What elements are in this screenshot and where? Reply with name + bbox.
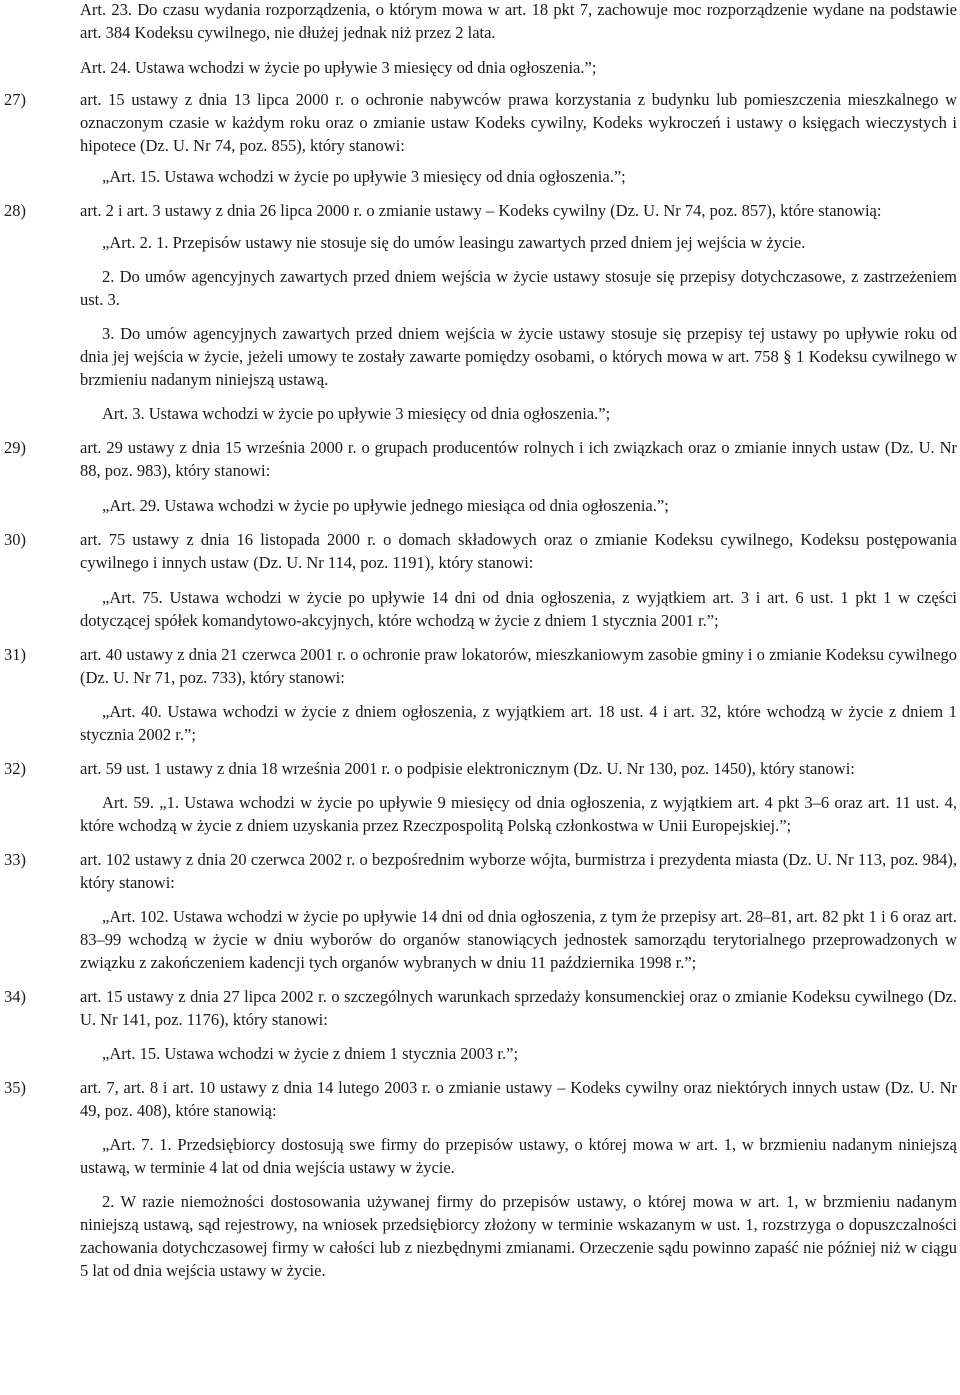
item-text: art. 59 ust. 1 ustawy z dnia 18 września 2001 r. o podpisie elektronicznym (Dz. U. Nr 130, poz. 1450), który stanowi: xyxy=(80,759,855,778)
item-number: 32) xyxy=(4,759,26,778)
quote-paragraph: „Art. 2. 1. Przepisów ustawy nie stosuje się do umów leasingu zawartych przed dniem jej wejścia w życie. xyxy=(102,233,806,252)
quote-paragraph: Art. 3. Ustawa wchodzi w życie po upływie 3 miesięcy od dnia ogłoszenia.”; xyxy=(102,404,611,423)
item-text: art. 15 ustawy z dnia 13 lipca 2000 r. o ochronie nabywców prawa korzystania z budynku lub pomieszczenia mieszkalnego w oznaczonym czasie w każdym roku oraz o zmianie ustaw Kodeks cywilny, Kodeks wykroczeń i ustawy o księgach wieczystych i hipotece (Dz. U. Nr 74, poz. 855), który stanowi: xyxy=(80,90,957,155)
item-number: 29) xyxy=(4,438,26,457)
item-text: art. 15 ustawy z dnia 27 lipca 2002 r. o szczególnych warunkach sprzedaży konsumenckiej oraz o zmianie Kodeksu cywilnego (Dz. U. Nr 141, poz. 1176), który stanowi: xyxy=(80,987,957,1029)
quote-paragraph: „Art. 40. Ustawa wchodzi w życie z dniem ogłoszenia, z wyjątkiem art. 18 ust. 4 i art. 32, które wchodzą w życie z dniem 1 stycznia 2002 r.”; xyxy=(80,702,957,744)
intro-paragraph xyxy=(80,0,957,44)
list-item xyxy=(2,88,957,188)
item-number: 34) xyxy=(4,987,26,1006)
item-number: 33) xyxy=(4,850,26,869)
list-item xyxy=(2,199,957,425)
quote-paragraph: „Art. 7. 1. Przedsiębiorcy dostosują swe firmy do przepisów ustawy, o której mowa w art. 1, w brzmieniu nadanym niniejszą ustawą, w terminie 4 lat od dnia wejścia ustawy w życie. xyxy=(80,1135,957,1177)
quote-paragraph: „Art. 15. Ustawa wchodzi w życie po upływie 3 miesięcy od dnia ogłoszenia.”; xyxy=(102,167,626,186)
list-item xyxy=(2,643,957,746)
quote-paragraph: Art. 59. „1. Ustawa wchodzi w życie po upływie 9 miesięcy od dnia ogłoszenia, z wyjątkiem art. 4 pkt 3–6 oraz art. 11 ust. 4, które wchodzą w życie z dniem uzyskania przez Rzeczpospolitą Polską członkostwa w Unii Europejskiej.”; xyxy=(80,793,957,835)
item-number: 35) xyxy=(4,1078,26,1097)
item-text: art. 40 ustawy z dnia 21 czerwca 2001 r. o ochronie praw lokatorów, mieszkaniowym zasobie gminy i o zmianie Kodeksu cywilnego (Dz. U. Nr 71, poz. 733), który stanowi: xyxy=(80,645,957,687)
intro-paragraph xyxy=(80,56,957,79)
list-item xyxy=(2,985,957,1065)
item-text: art. 29 ustawy z dnia 15 września 2000 r. o grupach producentów rolnych i ich związkach oraz o zmianie innych ustaw (Dz. U. Nr 88, poz. 983), który stanowi: xyxy=(80,438,957,480)
item-text: art. 75 ustawy z dnia 16 listopada 2000 r. o domach składowych oraz o zmianie Kodeksu cywilnego, Kodeksu postępowania cywilnego i innych ustaw (Dz. U. Nr 114, poz. 1191), który stanowi: xyxy=(80,530,957,572)
intro-text-1: Art. 23. Do czasu wydania rozporządzenia, o którym mowa w art. 18 pkt 7, zachowuje moc rozporządzenie wydane na podstawie art. 384 Kodeksu cywilnego, nie dłużej jednak niż przez 2 lata. xyxy=(80,0,957,42)
item-number: 31) xyxy=(4,645,26,664)
item-text: art. 2 i art. 3 ustawy z dnia 26 lipca 2000 r. o zmianie ustawy – Kodeks cywilny (Dz. U. Nr 74, poz. 857), które stanowią: xyxy=(80,201,882,220)
item-text: art. 102 ustawy z dnia 20 czerwca 2002 r. o bezpośrednim wyborze wójta, burmistrza i prezydenta miasta (Dz. U. Nr 113, poz. 984), który stanowi: xyxy=(80,850,957,892)
list-item xyxy=(2,436,957,517)
item-number: 30) xyxy=(4,530,26,549)
intro-text-2: Art. 24. Ustawa wchodzi w życie po upływie 3 miesięcy od dnia ogłoszenia.”; xyxy=(80,58,597,77)
list-item xyxy=(2,1076,957,1282)
quote-paragraph: 2. W razie niemożności dostosowania używanej firmy do przepisów ustawy, o której mowa w art. 1, w brzmieniu nadanym niniejszą ustawą, sąd rejestrowy, na wniosek przedsiębiorcy złożony w terminie wskazanym w ust. 1, rozstrzyga o dopuszczalności zachowania dotychczasowej firmy w całości lub z niezbędnymi zmianami. Orzeczenie sądu powinno zapaść nie później niż w ciągu 5 lat od dnia wejścia ustawy w życie. xyxy=(80,1192,957,1280)
quote-paragraph: „Art. 75. Ustawa wchodzi w życie po upływie 14 dni od dnia ogłoszenia, z wyjątkiem art. 3 i art. 6 ust. 1 pkt 1 w części dotyczącej spółek komandytowo-akcyjnych, które wchodzą w życie z dniem 1 stycznia 2001 r.”; xyxy=(80,588,957,630)
list-item xyxy=(2,757,957,837)
item-number: 27) xyxy=(4,90,26,109)
quote-paragraph: „Art. 15. Ustawa wchodzi w życie z dniem 1 stycznia 2003 r.”; xyxy=(102,1044,519,1063)
quote-paragraph: 3. Do umów agencyjnych zawartych przed dniem wejścia w życie ustawy stosuje się przepisy tej ustawy po upływie roku od dnia jej wejścia w życie, jeżeli umowy te zostały zawarte pomiędzy osobami, o których mowa w art. 758 § 1 Kodeksu cywilnego w brzmieniu nadanym niniejszą ustawą. xyxy=(80,324,957,389)
quote-paragraph: „Art. 102. Ustawa wchodzi w życie po upływie 14 dni od dnia ogłoszenia, z tym że przepisy art. 28–81, art. 82 pkt 1 i 6 oraz art. 83–99 wchodzą w życie w dniu wyborów do organów stanowiących jednostek samorządu terytorialnego przeprowadzonych w związku z zakończeniem kadencji tych organów wybranych w dniu 11 października 1998 r.”; xyxy=(80,907,957,972)
quote-paragraph: 2. Do umów agencyjnych zawartych przed dniem wejścia w życie ustawy stosuje się przepisy dotychczasowe, z zastrzeżeniem ust. 3. xyxy=(80,267,957,309)
quote-paragraph: „Art. 29. Ustawa wchodzi w życie po upływie jednego miesiąca od dnia ogłoszenia.”; xyxy=(102,496,669,515)
list-item xyxy=(2,528,957,632)
list-item xyxy=(2,848,957,974)
item-text: art. 7, art. 8 i art. 10 ustawy z dnia 14 lutego 2003 r. o zmianie ustawy – Kodeks cywilny oraz niektórych innych ustaw (Dz. U. Nr 49, poz. 408), które stanowią: xyxy=(80,1078,957,1120)
item-number: 28) xyxy=(4,201,26,220)
